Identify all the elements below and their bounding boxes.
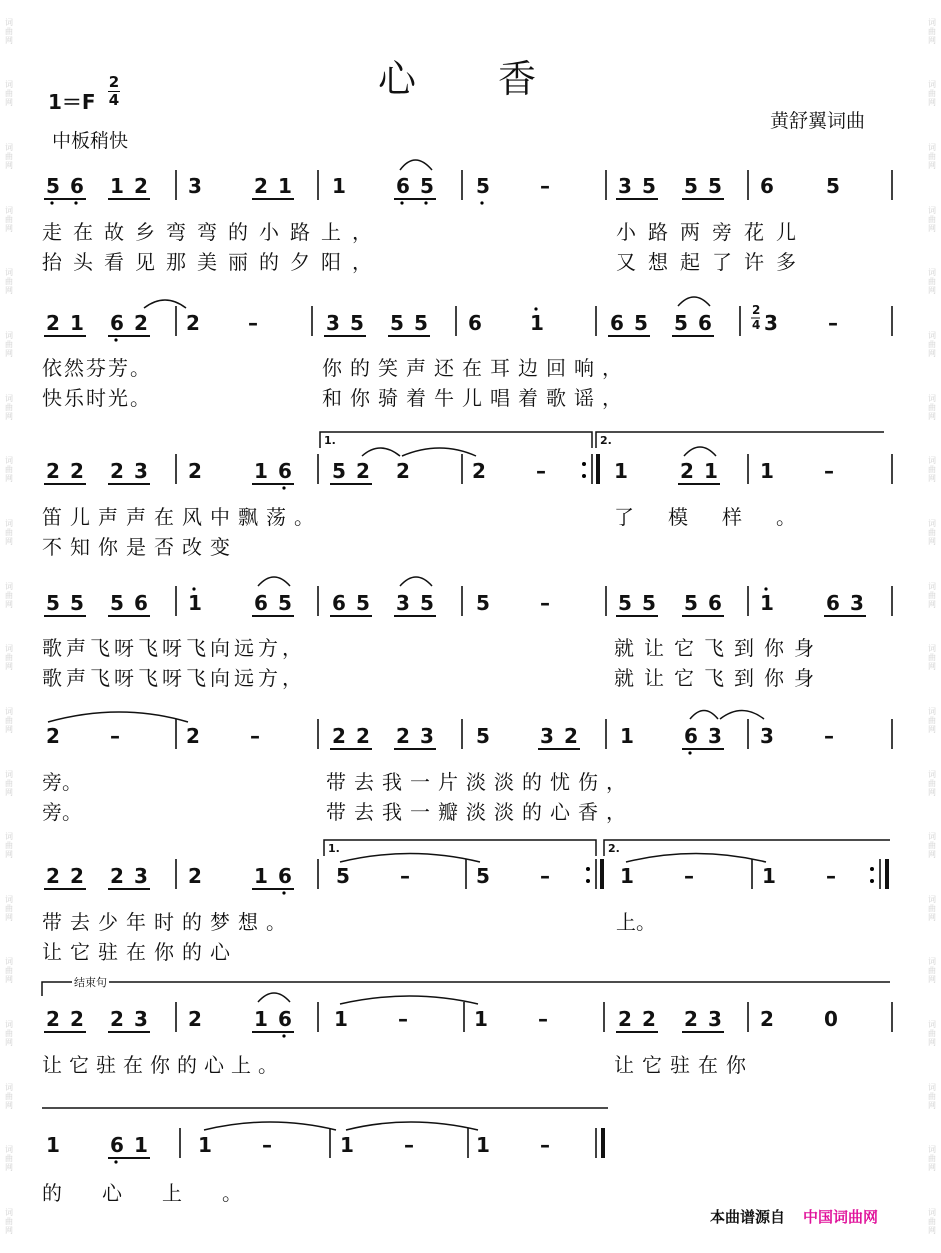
lyric-r4-v2-b: 就让它飞到你身 (614, 666, 824, 690)
svg-text:1: 1 (278, 174, 292, 198)
svg-text:5: 5 (708, 174, 722, 198)
lyric-r5-v2-b: 带去我一瓣淡淡的心香， (326, 800, 634, 824)
svg-text:1: 1 (704, 459, 718, 483)
svg-text:5: 5 (826, 174, 840, 198)
svg-text:2: 2 (618, 1007, 632, 1031)
svg-text:5: 5 (476, 591, 490, 615)
score-row-8 (42, 1108, 608, 1164)
svg-text:2: 2 (684, 1007, 698, 1031)
svg-text:1: 1 (474, 1007, 488, 1031)
watermark-text: 词 曲 网 (928, 581, 936, 609)
svg-text:–: – (538, 1007, 548, 1031)
svg-text:2: 2 (188, 864, 202, 888)
lyric-r3-v1-a: 笛儿声声在风中飘荡。 (42, 505, 322, 529)
svg-text:3: 3 (708, 724, 722, 748)
svg-text:1: 1 (70, 311, 84, 335)
svg-text:2: 2 (70, 864, 84, 888)
watermark-text: 词 曲 网 (928, 268, 936, 296)
svg-text:3: 3 (708, 1007, 722, 1031)
svg-text:3: 3 (188, 174, 202, 198)
lyric-r3-v2-a: 不知你是否改变 (42, 535, 238, 559)
source-credit (710, 1206, 878, 1227)
svg-text:2: 2 (70, 459, 84, 483)
svg-text:1: 1 (254, 864, 268, 888)
watermark-text: 词 曲 网 (5, 518, 13, 546)
lyric-r5-v1-b: 带去我一片淡淡的忧伤， (326, 770, 634, 794)
svg-text:2: 2 (472, 459, 486, 483)
svg-text:–: – (826, 864, 836, 888)
svg-text:2.: 2. (608, 842, 620, 855)
svg-text:5: 5 (336, 864, 350, 888)
svg-text:6: 6 (110, 1133, 124, 1157)
watermark-text: 词 曲 网 (928, 1082, 936, 1110)
watermark-text: 词 曲 网 (928, 205, 936, 233)
svg-text:5: 5 (356, 591, 370, 615)
watermark-text: 词 曲 网 (5, 143, 13, 171)
svg-text:5: 5 (46, 591, 60, 615)
svg-text:–: – (250, 724, 260, 748)
svg-text:2: 2 (188, 1007, 202, 1031)
watermark-text: 词 曲 网 (5, 1207, 13, 1235)
svg-text:5: 5 (420, 174, 434, 198)
ending-label: 结束句 (74, 976, 107, 989)
lyric-r6-v1-a: 带去少年时的梦想。 (42, 910, 294, 934)
svg-text:2: 2 (254, 174, 268, 198)
svg-text:5: 5 (390, 311, 404, 335)
lyric-r4-v2-a: 歌声飞呀飞呀飞向远方， (42, 666, 306, 690)
svg-text:2: 2 (564, 724, 578, 748)
lyric-r2-v1-b: 你的笑声还在耳边回响， (322, 356, 630, 380)
svg-text:–: – (540, 591, 550, 615)
lyric-r3-v1-b: 了模样。 (614, 505, 830, 529)
watermark-text: 词 曲 网 (928, 1020, 936, 1048)
svg-text:4: 4 (752, 318, 761, 332)
svg-text:–: – (540, 1133, 550, 1157)
composer-credit: 黄舒翼词曲 (770, 110, 866, 132)
svg-text:1: 1 (134, 1133, 148, 1157)
watermark-text: 词 曲 网 (928, 832, 936, 860)
watermark-text: 词 曲 网 (5, 205, 13, 233)
svg-text:6: 6 (70, 174, 84, 198)
source-label: 本曲谱源自 (710, 1208, 786, 1226)
watermark-text: 词 曲 网 (5, 769, 13, 797)
song-title: 心 香 (378, 57, 539, 101)
svg-text:5: 5 (70, 591, 84, 615)
time-signature-top: 2 (108, 73, 120, 91)
score-row-3 (44, 432, 892, 490)
svg-text:2: 2 (186, 311, 200, 335)
lyric-r8: 的心上。 (42, 1181, 282, 1205)
svg-text:5: 5 (420, 591, 434, 615)
svg-text:0: 0 (824, 1007, 838, 1031)
svg-text:5: 5 (46, 174, 60, 198)
lyric-r5-v2-a: 旁。 (42, 800, 82, 824)
svg-text:2: 2 (188, 459, 202, 483)
svg-text:1: 1 (332, 174, 346, 198)
svg-text:6: 6 (698, 311, 712, 335)
svg-text:1: 1 (476, 1133, 490, 1157)
source-site-link[interactable]: 中国词曲网 (803, 1208, 879, 1226)
svg-text:6: 6 (684, 724, 698, 748)
svg-text:5: 5 (278, 591, 292, 615)
svg-text:2: 2 (70, 1007, 84, 1031)
lyric-r4-v1-b: 就让它飞到你身 (614, 636, 824, 660)
svg-text:–: – (248, 311, 258, 335)
svg-text:–: – (540, 864, 550, 888)
lyric-r4-v1-a: 歌声飞呀飞呀飞向远方， (42, 636, 306, 660)
watermark-text: 词 曲 网 (5, 706, 13, 734)
score-row-6 (44, 840, 890, 895)
svg-text:1: 1 (254, 459, 268, 483)
svg-text:–: – (540, 174, 550, 198)
score-row-4 (44, 577, 892, 616)
lyric-r7-b: 让它驻在你 (614, 1053, 754, 1077)
watermark-text: 词 曲 网 (5, 17, 13, 45)
watermark-text: 词 曲 网 (928, 894, 936, 922)
svg-text:5: 5 (674, 311, 688, 335)
svg-text:2: 2 (134, 311, 148, 335)
lyric-r2-v1-a: 依然芬芳。 (42, 356, 152, 380)
svg-text:–: – (824, 724, 834, 748)
watermark-text: 词 曲 网 (5, 644, 13, 672)
svg-text:3: 3 (850, 591, 864, 615)
watermark-text: 词 曲 网 (928, 456, 936, 484)
svg-text:2: 2 (396, 724, 410, 748)
svg-text:1: 1 (334, 1007, 348, 1031)
svg-text:1: 1 (620, 864, 634, 888)
svg-text:3: 3 (326, 311, 340, 335)
svg-text:1: 1 (760, 459, 774, 483)
svg-text:6: 6 (110, 311, 124, 335)
svg-text:2: 2 (46, 1007, 60, 1031)
svg-text:2: 2 (680, 459, 694, 483)
lyric-r2-v2-a: 快乐时光。 (42, 386, 152, 410)
svg-text:2: 2 (46, 864, 60, 888)
svg-text:6: 6 (760, 174, 774, 198)
svg-text:6: 6 (278, 459, 292, 483)
key-signature: 1＝F (48, 90, 96, 114)
watermark-text: 词 曲 网 (928, 393, 936, 421)
score-row-2 (44, 297, 892, 342)
lyric-r2-v2-b: 和你骑着牛儿唱着歌谣， (322, 386, 630, 410)
svg-text:3: 3 (396, 591, 410, 615)
watermark-text: 词 曲 网 (928, 17, 936, 45)
svg-text:1: 1 (340, 1133, 354, 1157)
svg-text:1: 1 (46, 1133, 60, 1157)
svg-text:1: 1 (110, 174, 124, 198)
watermark-text: 词 曲 网 (5, 957, 13, 985)
svg-text:–: – (404, 1133, 414, 1157)
watermark-text: 词 曲 网 (928, 518, 936, 546)
watermark-text: 词 曲 网 (928, 706, 936, 734)
tempo-marking: 中板稍快 (52, 130, 129, 152)
watermark-text: 词 曲 网 (5, 80, 13, 108)
svg-text:1.: 1. (328, 842, 340, 855)
svg-text:3: 3 (618, 174, 632, 198)
watermark-text: 词 曲 网 (928, 957, 936, 985)
svg-text:2: 2 (110, 459, 124, 483)
watermark-text: 词 曲 网 (5, 832, 13, 860)
svg-text:5: 5 (684, 591, 698, 615)
svg-text:2: 2 (356, 459, 370, 483)
svg-text:2: 2 (134, 174, 148, 198)
lyric-r7-a: 让它驻在你的心上。 (42, 1053, 285, 1077)
svg-text:3: 3 (134, 1007, 148, 1031)
score-row-7 (42, 982, 892, 1038)
watermark-text: 词 曲 网 (928, 1207, 936, 1235)
svg-text:5: 5 (642, 591, 656, 615)
svg-text:2: 2 (46, 311, 60, 335)
lyric-r1-v1-a: 走在故乡弯弯的小路上， (42, 220, 383, 244)
svg-text:–: – (536, 459, 546, 483)
svg-text:1: 1 (254, 1007, 268, 1031)
watermark-text: 词 曲 网 (5, 1020, 13, 1048)
time-signature-bottom: 4 (108, 91, 120, 109)
svg-text:–: – (684, 864, 694, 888)
svg-text:–: – (400, 864, 410, 888)
svg-text:6: 6 (278, 864, 292, 888)
svg-text:2: 2 (356, 724, 370, 748)
watermark-text: 词 曲 网 (5, 894, 13, 922)
svg-text:3: 3 (134, 459, 148, 483)
svg-text:–: – (262, 1133, 272, 1157)
svg-text:6: 6 (610, 311, 624, 335)
svg-text:2: 2 (332, 724, 346, 748)
lyric-r6-v1-b: 上。 (616, 910, 656, 934)
svg-text:5: 5 (618, 591, 632, 615)
svg-text:5: 5 (350, 311, 364, 335)
watermark-text: 词 曲 网 (5, 581, 13, 609)
svg-text:6: 6 (254, 591, 268, 615)
watermark-text: 词 曲 网 (5, 331, 13, 359)
lyric-r1-v2-a: 抬头看见那美丽的夕阳， (42, 250, 383, 274)
svg-text:3: 3 (420, 724, 434, 748)
svg-text:2.: 2. (600, 434, 612, 447)
svg-text:1: 1 (620, 724, 634, 748)
svg-text:–: – (110, 724, 120, 748)
svg-text:2: 2 (760, 1007, 774, 1031)
svg-text:3: 3 (540, 724, 554, 748)
watermark-text: 词 曲 网 (5, 456, 13, 484)
svg-text:5: 5 (684, 174, 698, 198)
svg-text:1: 1 (760, 591, 774, 615)
svg-text:5: 5 (634, 311, 648, 335)
svg-text:5: 5 (642, 174, 656, 198)
svg-text:–: – (828, 311, 838, 335)
svg-text:5: 5 (332, 459, 346, 483)
lyric-r5-v1-a: 旁。 (42, 770, 82, 794)
svg-text:3: 3 (760, 724, 774, 748)
svg-text:5: 5 (476, 174, 490, 198)
watermark-text: 词 曲 网 (928, 331, 936, 359)
svg-text:1: 1 (198, 1133, 212, 1157)
score-row-5 (46, 711, 892, 755)
svg-text:1: 1 (762, 864, 776, 888)
svg-text:6: 6 (468, 311, 482, 335)
watermark-text: 词 曲 网 (5, 268, 13, 296)
watermark-text: 词 曲 网 (5, 1145, 13, 1173)
watermark-text: 词 曲 网 (928, 769, 936, 797)
svg-text:5: 5 (414, 311, 428, 335)
svg-text:3: 3 (764, 311, 778, 335)
svg-text:5: 5 (476, 864, 490, 888)
svg-text:6: 6 (134, 591, 148, 615)
svg-text:2: 2 (642, 1007, 656, 1031)
svg-text:3: 3 (134, 864, 148, 888)
svg-text:–: – (398, 1007, 408, 1031)
svg-text:6: 6 (278, 1007, 292, 1031)
score-row-1 (44, 160, 892, 205)
svg-text:1: 1 (188, 591, 202, 615)
svg-text:2: 2 (46, 459, 60, 483)
watermark-text: 词 曲 网 (928, 1145, 936, 1173)
svg-text:2: 2 (186, 724, 200, 748)
lyric-r1-v2-b: 又想起了许多 (616, 250, 808, 274)
svg-text:1: 1 (530, 311, 544, 335)
watermark-text: 词 曲 网 (928, 143, 936, 171)
svg-text:6: 6 (332, 591, 346, 615)
svg-text:6: 6 (396, 174, 410, 198)
svg-text:2: 2 (752, 303, 761, 317)
watermark-text: 词 曲 网 (928, 644, 936, 672)
svg-text:1.: 1. (324, 434, 336, 447)
svg-text:2: 2 (110, 864, 124, 888)
svg-text:2: 2 (46, 724, 60, 748)
svg-text:6: 6 (826, 591, 840, 615)
lyric-r6-v2-a: 让它驻在你的心 (42, 940, 238, 964)
svg-text:1: 1 (614, 459, 628, 483)
watermark-text: 词 曲 网 (928, 80, 936, 108)
svg-text:5: 5 (110, 591, 124, 615)
watermark-text: 词 曲 网 (5, 393, 13, 421)
lyric-r1-v1-b: 小路两旁花儿 (616, 220, 808, 244)
svg-text:5: 5 (476, 724, 490, 748)
svg-text:2: 2 (110, 1007, 124, 1031)
svg-text:2: 2 (396, 459, 410, 483)
svg-text:6: 6 (708, 591, 722, 615)
svg-text:–: – (824, 459, 834, 483)
watermark-text: 词 曲 网 (5, 1082, 13, 1110)
